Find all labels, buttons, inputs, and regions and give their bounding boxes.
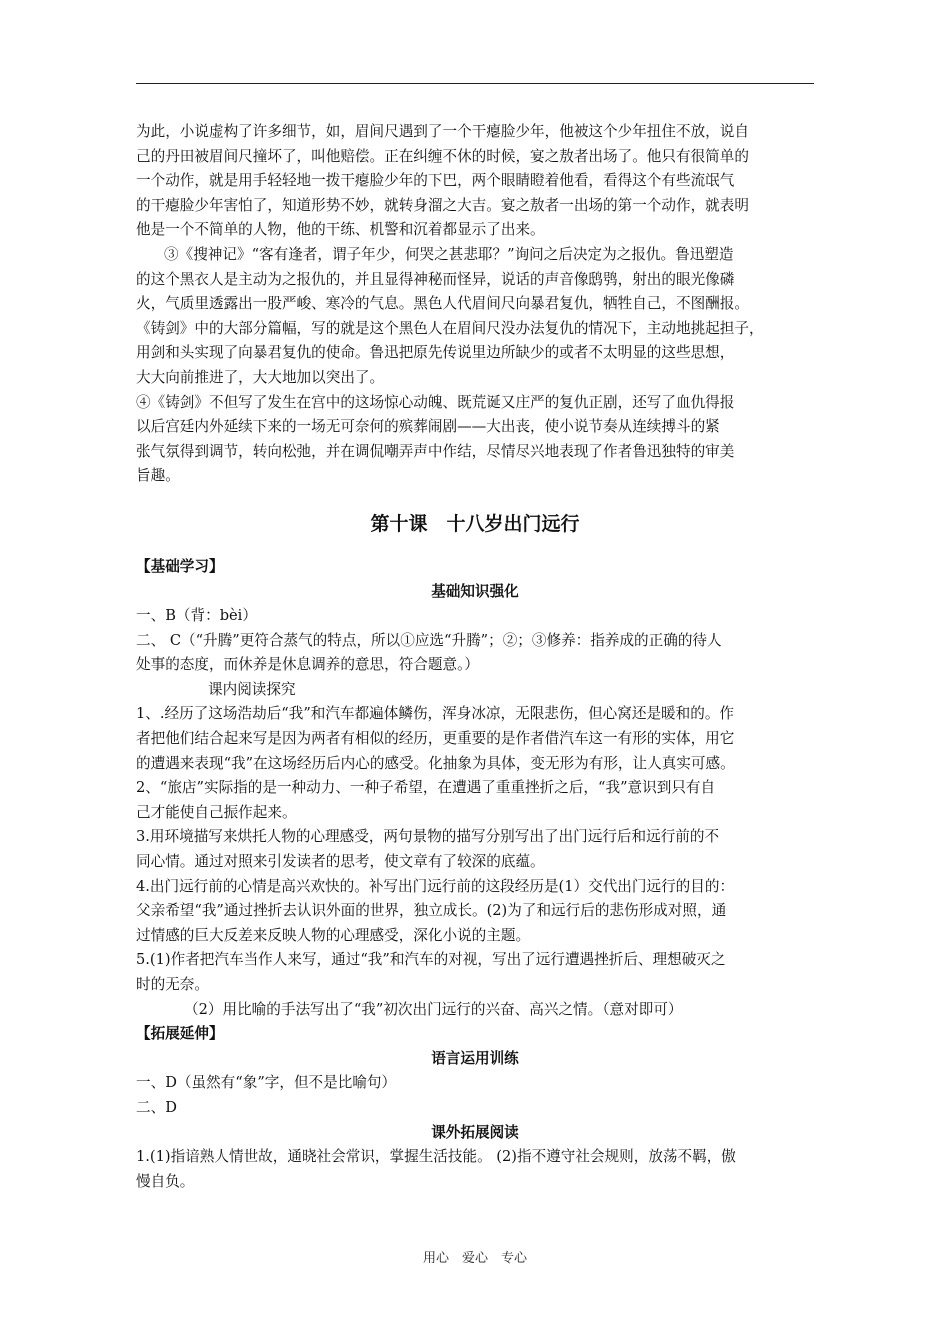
- subsection-heading: 课内阅读探究: [208, 680, 296, 698]
- paragraph-line: 他是一个不简单的人物，他的干练、机警和沉着都显示了出来。: [136, 221, 545, 239]
- answer-line: 4.出门远行前的心情是高兴欢快的。补写出门远行前的这段经历是(1）交代出门远行的目的：: [136, 877, 735, 895]
- answer-line: 同心情。通过对照来引发读者的思考，使文章有了较深的底蕴。: [136, 853, 545, 871]
- answer-line: 慢自负。: [136, 1172, 195, 1190]
- paragraph-line: 火，气质里透露出一股严峻、寒冷的气息。黑色人代眉间尺向暴君复仇，牺牲自己，不图酬报。: [136, 295, 749, 313]
- lesson-title: 第十课 十八岁出门远行: [370, 512, 580, 535]
- page-footer: 用心 爱心 专心: [422, 1251, 527, 1266]
- paragraph-line: 一个动作，就是用手轻轻地一拨干瘪脸少年的下巴，两个眼睛瞪着他看，看得这个有些流氓气: [136, 172, 735, 190]
- paragraph-line: 大大向前推进了，大大地加以突出了。: [136, 368, 385, 386]
- answer-line: 时的无奈。: [136, 976, 209, 993]
- answer-line: 1.(1)指谙熟人情世故，通晓社会常识，掌握生活技能。 (2)指不遵守社会规则，放荡不羁，傲: [136, 1148, 736, 1166]
- answer-line: 过情感的巨大反差来反映人物的心理感受，深化小说的主题。: [136, 926, 531, 944]
- paragraph-line: 为此，小说虚构了许多细节，如，眉间尺遇到了一个干瘪脸少年，他被这个少年扭住不放，说自: [136, 123, 749, 140]
- paragraph-line: 用剑和头实现了向暴君复仇的使命。鲁迅把原先传说里边所缺少的或者不太明显的这些思想，: [136, 344, 735, 362]
- answer-line: 父亲希望“我”通过挫折去认识外面的世界，独立成长。(2)为了和远行后的悲伤形成对照，通: [136, 902, 727, 920]
- paragraph-line: 己的丹田被眉间尺撞坏了，叫他赔偿。正在纠缠不休的时候，宴之敖者出场了。他只有很简单的: [136, 147, 749, 165]
- answer-line: 一、D（虽然有“象”字，但不是比喻句）: [136, 1074, 397, 1092]
- answer-line: （2）用比喻的手法写出了“我”初次出门远行的兴奋、高兴之情。（意对即可）: [184, 1000, 683, 1018]
- subsection-heading: 语言运用训练: [431, 1049, 519, 1067]
- answer-line: 己才能使自己振作起来。: [136, 803, 297, 821]
- answer-line: 的遭遇来表现“我”在这场经历后内心的感受。化抽象为具体，变无形为有形，让人真实可感。: [136, 754, 735, 772]
- answer-line: 处事的态度，而休养是休息调养的意思，符合题意。）: [136, 656, 479, 674]
- paragraph-line: 张气氛得到调节，转向松弛，并在调侃嘲弄声中作结，尽情尽兴地表现了作者鲁迅独特的审美: [136, 442, 735, 460]
- paragraph-line: 旨趣。: [136, 467, 180, 485]
- answer-line: 二、 C（“升腾”更符合蒸气的特点，所以①应选“升腾”；②；③修养：指养成的正确的待人: [136, 631, 722, 649]
- page-content: [136, 120, 814, 1194]
- answer-line: 1、.经历了这场浩劫后“我”和汽车都遍体鳞伤，浑身冰凉，无限悲伤，但心窝还是暖和的。作: [136, 705, 735, 723]
- subsection-heading: 基础知识强化: [431, 582, 519, 600]
- answer-line: 者把他们结合起来写是因为两者有相似的经历，更重要的是作者借汽车这一有形的实体，用它: [136, 730, 735, 748]
- answer-line: 2、“旅店”实际指的是一种动力、一种子希望，在遭遇了重重挫折之后，“我”意识到只有自: [136, 779, 716, 797]
- paragraph-line: 的这个黑衣人是主动为之报仇的，并且显得神秘而怪异，说话的声音像鸱鸮，射出的眼光像磷: [136, 270, 735, 288]
- paragraph-line: ④《铸剑》不但写了发生在宫中的这场惊心动魄、既荒诞又庄严的复仇正剧，还写了血仇得报: [136, 393, 735, 411]
- paragraph-line: 的干瘪脸少年害怕了，知道形势不妙，就转身溜之大吉。宴之敖者一出场的第一个动作，就表明: [136, 196, 749, 214]
- answer-line: 二、D: [136, 1098, 177, 1116]
- answer-line: 一、B（背：bèi）: [136, 607, 257, 625]
- paragraph-line: ③《搜神记》“客有逢者，谓子年少，何哭之甚悲耶？”询问之后决定为之报仇。鲁迅塑造: [164, 245, 734, 263]
- paragraph-line: 以后宫廷内外延续下来的一场无可奈何的殡葬闹剧——大出丧，使小说节奏从连续搏斗的紧: [136, 418, 720, 436]
- answer-line: 3.用环境描写来烘托人物的心理感受，两句景物的描写分别写出了出门远行后和远行前的不: [136, 828, 720, 846]
- header-rule: [136, 83, 814, 84]
- paragraph-line: 《铸剑》中的大部分篇幅，写的就是这个黑色人在眉间尺没办法复仇的情况下，主动地挑起担子，: [136, 319, 764, 337]
- subsection-heading: 课外拓展阅读: [431, 1123, 519, 1141]
- section-heading: 【基础学习】: [136, 557, 224, 575]
- answer-line: 5.(1)作者把汽车当作人来写，通过“我”和汽车的对视，写出了远行遭遇挫折后、理想破灭之: [136, 951, 726, 969]
- section-heading: 【拓展延伸】: [136, 1025, 224, 1043]
